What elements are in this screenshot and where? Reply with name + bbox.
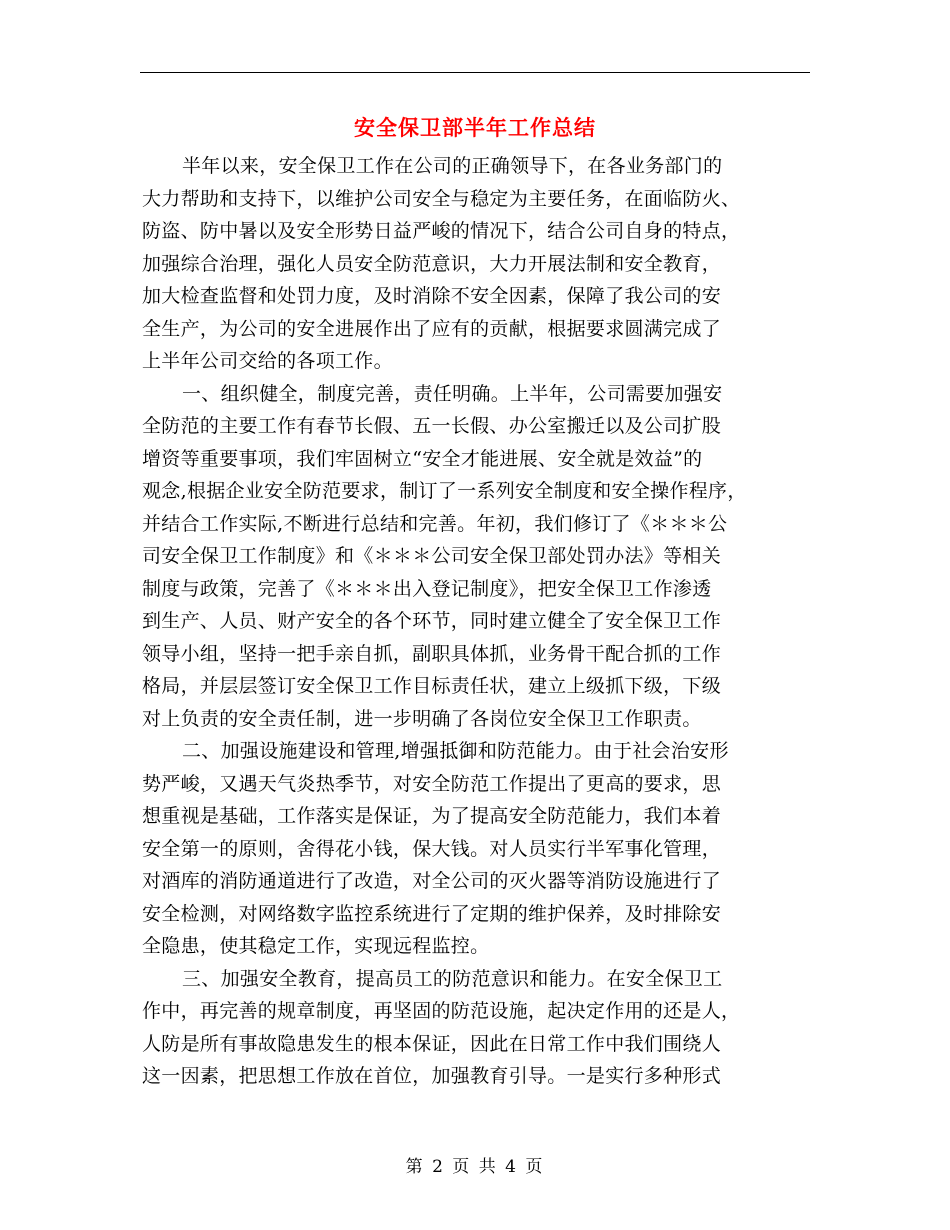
document-title: 安全保卫部半年工作总结 — [354, 115, 596, 140]
text-line: 全防范的主要工作有春节长假、五一长假、办公室搬迁以及公司扩股 — [142, 415, 722, 437]
text-line: 安全第一的原则，舍得花小钱，保大钱。对人员实行半军事化管理， — [142, 837, 722, 860]
text-line: 大力帮助和支持下，以维护公司安全与稳定为主要任务，在面临防火、 — [142, 187, 741, 210]
text-line: 到生产、人员、财产安全的各个环节，同时建立健全了安全保卫工作 — [142, 610, 722, 632]
text-line: 观念,根据企业安全防范要求，制订了一系列安全制度和安全操作程序， — [142, 480, 747, 502]
text-line: 对上负责的安全责任制，进一步明确了各岗位安全保卫工作职责。 — [142, 707, 702, 730]
text-line: 半年以来，安全保卫工作在公司的正确领导下，在各业务部门的 — [182, 155, 723, 177]
text-line: 司安全保卫工作制度》和《＊＊＊公司安全保卫部处罚办法》等相关 — [142, 545, 722, 567]
text-line: 这一因素，把思想工作放在首位，加强教育引导。一是实行多种形式 — [142, 1065, 722, 1087]
text-line: 想重视是基础，工作落实是保证，为了提高安全防范能力，我们本着 — [142, 805, 722, 827]
text-line: 势严峻，又遇天气炎热季节，对安全防范工作提出了更高的要求，思 — [142, 772, 722, 795]
text-line: 二、加强设施建设和管理,增强抵御和防范能力。由于社会治安形 — [182, 740, 729, 762]
text-line: 加大检查监督和处罚力度，及时消除不安全因素，保障了我公司的安 — [142, 285, 722, 307]
text-line: 全隐患，使其稳定工作，实现远程监控。 — [142, 935, 490, 957]
text-line: 作中，再完善的规章制度，再坚固的防范设施，起决定作用的还是人， — [142, 1000, 741, 1022]
text-line: 增资等重要事项，我们牢固树立“安全才能进展、安全就是效益”的 — [142, 447, 703, 470]
text-line: 全生产，为公司的安全进展作出了应有的贡献，根据要求圆满完成了 — [142, 317, 722, 340]
text-line: 制度与政策，完善了《＊＊＊出入登记制度》，把安全保卫工作渗透 — [142, 577, 712, 600]
text-line: 领导小组，坚持一把手亲自抓，副职具体抓，业务骨干配合抓的工作 — [142, 642, 722, 665]
header-rule — [140, 72, 810, 73]
text-line: 安全检测，对网络数字监控系统进行了定期的维护保养，及时排除安 — [142, 902, 722, 925]
text-line: 格局，并层层签订安全保卫工作目标责任状，建立上级抓下级，下级 — [142, 675, 722, 697]
text-line: 并结合工作实际,不断进行总结和完善。年初，我们修订了《＊＊＊公 — [142, 512, 728, 535]
text-line: 对酒库的消防通道进行了改造，对全公司的灭火器等消防设施进行了 — [142, 870, 722, 892]
document-body — [142, 150, 812, 1093]
text-line: 三、加强安全教育，提高员工的防范意识和能力。在安全保卫工 — [182, 967, 723, 990]
page-footer: 第 2 页 共 4 页 — [405, 1157, 545, 1177]
text-line: 上半年公司交给的各项工作。 — [142, 350, 393, 372]
text-line: 加强综合治理，强化人员安全防范意识，大力开展法制和安全教育， — [142, 252, 722, 275]
text-line: 一、组织健全，制度完善，责任明确。上半年，公司需要加强安 — [182, 382, 723, 405]
text-line: 防盗、防中暑以及安全形势日益严峻的情况下，结合公司自身的特点， — [142, 220, 741, 242]
text-line: 人防是所有事故隐患发生的根本保证，因此在日常工作中我们围绕人 — [142, 1032, 722, 1055]
